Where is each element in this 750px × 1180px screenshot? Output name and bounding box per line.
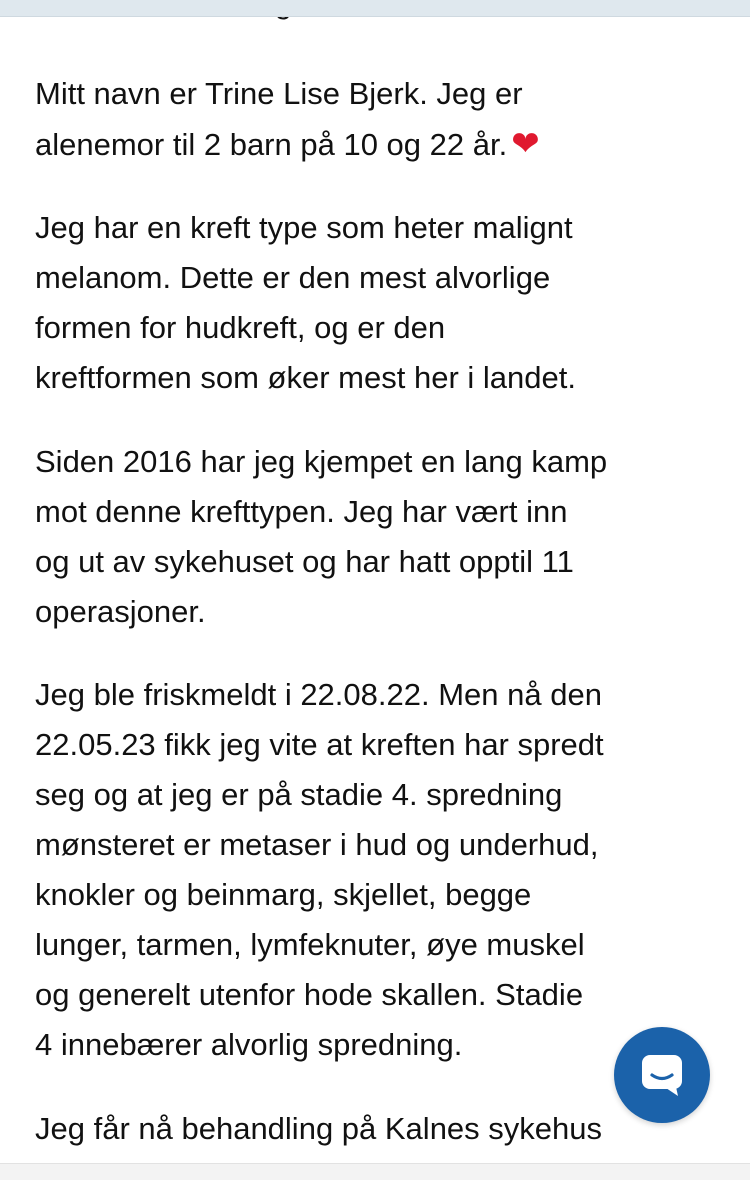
paragraph-line: alenemor til 2 barn på 10 og 22 år. ❤ — [35, 124, 540, 164]
paragraph-treatment — [35, 1104, 725, 1154]
paragraph-line: formen for hudkreft, og er den — [35, 310, 446, 345]
paragraph-line: Jeg får nå behandling på Kalnes sykehus — [35, 1111, 603, 1146]
paragraph-line: lunger, tarmen, lymfeknuter, øye muskel — [35, 927, 585, 962]
heart-icon: ❤ — [511, 124, 540, 164]
paragraph-spread — [35, 670, 725, 1070]
paragraph-line: Siden 2016 har jeg kjempet en lang kamp — [35, 444, 608, 479]
paragraph-line: seg og at jeg er på stadie 4. spredning — [35, 777, 563, 812]
paragraph-line: Jeg ble friskmeldt i 22.08.22. Men nå den — [35, 677, 602, 712]
paragraph-intro — [35, 69, 725, 170]
paragraph-line: Mitt navn er Trine Lise Bjerk. Jeg er — [35, 76, 523, 111]
paragraph-line: mot denne krefttypen. Jeg har vært inn — [35, 494, 568, 529]
paragraph-history — [35, 437, 725, 637]
paragraph-diagnosis — [35, 203, 725, 403]
paragraph-line: knokler og beinmarg, skjellet, begge — [35, 877, 532, 912]
paragraph-line: Jeg har en kreft type som heter malignt — [35, 210, 573, 245]
paragraph-line: og ut av sykehuset og har hatt opptil 11 — [35, 544, 574, 579]
paragraph-line: mønsteret er metaser i hud og underhud, — [35, 827, 599, 862]
paragraph-line: og generelt utenfor hode skallen. Stadie — [35, 977, 584, 1012]
paragraph-line: 22.05.23 fikk jeg vite at kreften har spredt — [35, 727, 604, 762]
chat-widget-button[interactable] — [614, 1027, 710, 1123]
paragraph-line: 4 innebærer alvorlig spredning. — [35, 1027, 463, 1062]
paragraph-line: kreftformen som øker mest her i landet. — [35, 360, 576, 395]
browser-bottom-bar — [0, 1163, 750, 1180]
browser-top-bar — [0, 0, 750, 17]
chat-icon — [638, 1051, 686, 1099]
paragraph-line: operasjoner. — [35, 594, 206, 629]
paragraph-line: melanom. Dette er den mest alvorlige — [35, 260, 551, 295]
